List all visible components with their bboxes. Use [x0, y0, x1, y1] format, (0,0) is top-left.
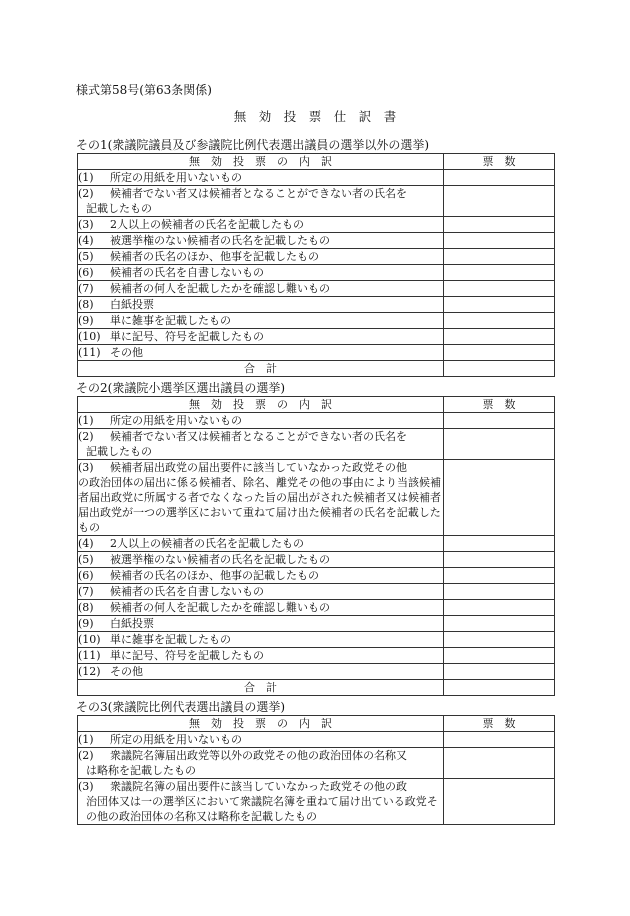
reason-cell — [78, 170, 444, 186]
vote-count-cell[interactable] — [444, 313, 555, 329]
reason-cell — [78, 664, 444, 680]
reason-text-continued: の政治団体の届出に係る候補者、除名、離党その他の事由により当該候補者届出政党に所属する者でなくなった旨の届出がされた候補者又は候補者届出政党が一つの選挙区において重ねて届け出た候補者の氏名を記載したもの — [78, 476, 441, 534]
reason-text: 2人以上の候補者の氏名を記載したもの — [110, 218, 304, 231]
vote-count-cell[interactable] — [444, 584, 555, 600]
reason-cell — [78, 460, 444, 536]
reason-text: 被選挙権のない候補者の氏名を記載したもの — [110, 553, 330, 566]
item-number: (11) — [78, 346, 101, 359]
reason-text: 候補者の氏名を自書しないもの — [110, 585, 264, 598]
reason-text: 候補者の何人を記載したかを確認し難いもの — [110, 282, 330, 295]
item-number: (6) — [78, 266, 94, 279]
reason-text-continued: 記載したもの — [86, 445, 152, 458]
table-row — [78, 429, 555, 460]
item-number: (1) — [78, 171, 94, 184]
vote-count-cell[interactable] — [444, 779, 555, 825]
vote-count-cell[interactable] — [444, 170, 555, 186]
reason-text: 衆議院名簿の届出要件に該当していなかった政党その他の政 — [110, 780, 407, 793]
item-number: (6) — [78, 569, 94, 582]
reason-cell — [78, 429, 444, 460]
item-number: (12) — [78, 665, 101, 678]
vote-count-cell[interactable] — [444, 664, 555, 680]
total-count-cell[interactable] — [444, 361, 555, 377]
vote-count-cell[interactable] — [444, 460, 555, 536]
table-row — [78, 632, 555, 648]
table-header-row — [78, 397, 555, 413]
vote-count-cell[interactable] — [444, 413, 555, 429]
item-number: (7) — [78, 585, 94, 598]
reason-cell — [78, 413, 444, 429]
reason-text: 白紙投票 — [110, 298, 154, 311]
reason-cell — [78, 779, 444, 825]
item-number: (7) — [78, 282, 94, 295]
item-number: (2) — [78, 749, 94, 762]
reason-cell — [78, 186, 444, 217]
item-number: (3) — [78, 218, 94, 231]
item-number: (2) — [78, 187, 94, 200]
header-breakdown: 無 効 投 票 の 内 訳 — [78, 154, 444, 170]
reason-text: 候補者の氏名を自書しないもの — [110, 266, 264, 279]
item-number: (5) — [78, 250, 94, 263]
reason-cell — [78, 616, 444, 632]
reason-text: 被選挙権のない候補者の氏名を記載したもの — [110, 234, 330, 247]
reason-text: 白紙投票 — [110, 617, 154, 630]
reason-text: 所定の用紙を用いないもの — [110, 733, 242, 746]
item-number: (3) — [78, 780, 94, 793]
table-row — [78, 217, 555, 233]
item-number: (4) — [78, 537, 94, 550]
table-row — [78, 249, 555, 265]
table-row — [78, 329, 555, 345]
table-row — [78, 616, 555, 632]
table-row — [78, 779, 555, 825]
reason-cell — [78, 297, 444, 313]
table-row — [78, 600, 555, 616]
total-count-cell[interactable] — [444, 680, 555, 696]
vote-count-cell[interactable] — [444, 536, 555, 552]
table-row — [78, 281, 555, 297]
table-row — [78, 170, 555, 186]
reason-cell — [78, 600, 444, 616]
item-number: (5) — [78, 553, 94, 566]
vote-count-cell[interactable] — [444, 265, 555, 281]
document-title: 無 効 投 票 仕 訳 書 — [233, 109, 397, 124]
reason-cell — [78, 281, 444, 297]
reason-text: 2人以上の候補者の氏名を記載したもの — [110, 537, 304, 550]
vote-count-cell[interactable] — [444, 552, 555, 568]
reason-text-continued: 記載したもの — [86, 202, 152, 215]
reason-text: その他 — [110, 665, 143, 678]
reason-text: 候補者の氏名のほか、他事を記載したもの — [110, 250, 319, 263]
reason-cell — [78, 345, 444, 361]
reason-cell — [78, 568, 444, 584]
vote-count-cell[interactable] — [444, 345, 555, 361]
reason-text-continued: は略称を記載したもの — [86, 764, 196, 777]
reason-text: 衆議院名簿届出政党等以外の政党その他の政治団体の名称又 — [110, 749, 407, 762]
reason-cell — [78, 265, 444, 281]
reason-cell — [78, 536, 444, 552]
table-row — [78, 345, 555, 361]
vote-count-cell[interactable] — [444, 249, 555, 265]
total-label: 合 計 — [78, 680, 444, 696]
table-row — [78, 233, 555, 249]
vote-count-cell[interactable] — [444, 648, 555, 664]
vote-count-cell[interactable] — [444, 186, 555, 217]
reason-cell — [78, 732, 444, 748]
vote-count-cell[interactable] — [444, 616, 555, 632]
reason-text: 候補者届出政党の届出要件に該当していなかった政党その他 — [110, 461, 407, 474]
table-row — [78, 460, 555, 536]
table-row — [78, 297, 555, 313]
reason-cell — [78, 748, 444, 779]
section-title: その1(衆議院議員及び参議院比例代表選出議員の選挙以外の選挙) — [76, 138, 430, 152]
vote-count-cell[interactable] — [444, 600, 555, 616]
vote-count-cell[interactable] — [444, 429, 555, 460]
vote-count-cell[interactable] — [444, 233, 555, 249]
item-number: (2) — [78, 430, 94, 443]
total-row — [78, 680, 555, 696]
reason-text: 候補者でない者又は候補者となることができない者の氏名を — [110, 430, 407, 443]
table-row — [78, 186, 555, 217]
reason-cell — [78, 632, 444, 648]
reason-text: 候補者の何人を記載したかを確認し難いもの — [110, 601, 330, 614]
item-number: (1) — [78, 733, 94, 746]
vote-count-cell[interactable] — [444, 632, 555, 648]
reason-text: 単に記号、符号を記載したもの — [110, 649, 264, 662]
item-number: (11) — [78, 649, 101, 662]
reason-cell — [78, 584, 444, 600]
invalid-vote-table — [77, 715, 555, 825]
section-title: その2(衆議院小選挙区選出議員の選挙) — [76, 381, 285, 395]
reason-cell — [78, 233, 444, 249]
table-row — [78, 265, 555, 281]
vote-count-cell[interactable] — [444, 281, 555, 297]
reason-cell — [78, 249, 444, 265]
table-row — [78, 584, 555, 600]
header-breakdown: 無 効 投 票 の 内 訳 — [78, 716, 444, 732]
header-vote-count: 票 数 — [444, 397, 555, 413]
vote-count-cell[interactable] — [444, 748, 555, 779]
reason-cell — [78, 329, 444, 345]
section-title: その3(衆議院比例代表選出議員の選挙) — [76, 700, 285, 714]
total-label: 合 計 — [78, 361, 444, 377]
item-number: (9) — [78, 314, 94, 327]
table-row — [78, 732, 555, 748]
reason-text: 所定の用紙を用いないもの — [110, 171, 242, 184]
vote-count-cell[interactable] — [444, 217, 555, 233]
item-number: (3) — [78, 461, 94, 474]
table-header-row — [78, 154, 555, 170]
invalid-vote-table — [77, 396, 555, 696]
reason-text: 所定の用紙を用いないもの — [110, 414, 242, 427]
item-number: (1) — [78, 414, 94, 427]
table-header-row — [78, 716, 555, 732]
vote-count-cell[interactable] — [444, 329, 555, 345]
reason-text-continued: 治団体又は一の選挙区において衆議院名簿を重ねて届け出ている政党その他の政治団体の名称又は略称を記載したもの — [86, 795, 438, 823]
table-row — [78, 748, 555, 779]
reason-cell — [78, 217, 444, 233]
item-number: (8) — [78, 601, 94, 614]
vote-count-cell[interactable] — [444, 568, 555, 584]
vote-count-cell[interactable] — [444, 297, 555, 313]
reason-cell — [78, 648, 444, 664]
table-row — [78, 552, 555, 568]
table-row — [78, 568, 555, 584]
total-row — [78, 361, 555, 377]
reason-cell — [78, 552, 444, 568]
table-row — [78, 413, 555, 429]
header-vote-count: 票 数 — [444, 716, 555, 732]
table-row — [78, 664, 555, 680]
header-breakdown: 無 効 投 票 の 内 訳 — [78, 397, 444, 413]
reason-text: 単に記号、符号を記載したもの — [110, 330, 264, 343]
header-vote-count: 票 数 — [444, 154, 555, 170]
item-number: (8) — [78, 298, 94, 311]
reason-text: 単に雑事を記載したもの — [110, 633, 231, 646]
reason-text: その他 — [110, 346, 143, 359]
table-row — [78, 536, 555, 552]
item-number: (4) — [78, 234, 94, 247]
form-number: 様式第58号(第63条関係) — [76, 83, 212, 97]
table-row — [78, 648, 555, 664]
reason-text: 候補者の氏名のほか、他事の記載したもの — [110, 569, 319, 582]
reason-text: 候補者でない者又は候補者となることができない者の氏名を — [110, 187, 407, 200]
reason-cell — [78, 313, 444, 329]
item-number: (10) — [78, 633, 101, 646]
item-number: (10) — [78, 330, 101, 343]
vote-count-cell[interactable] — [444, 732, 555, 748]
invalid-vote-table — [77, 153, 555, 377]
item-number: (9) — [78, 617, 94, 630]
table-row — [78, 313, 555, 329]
reason-text: 単に雑事を記載したもの — [110, 314, 231, 327]
